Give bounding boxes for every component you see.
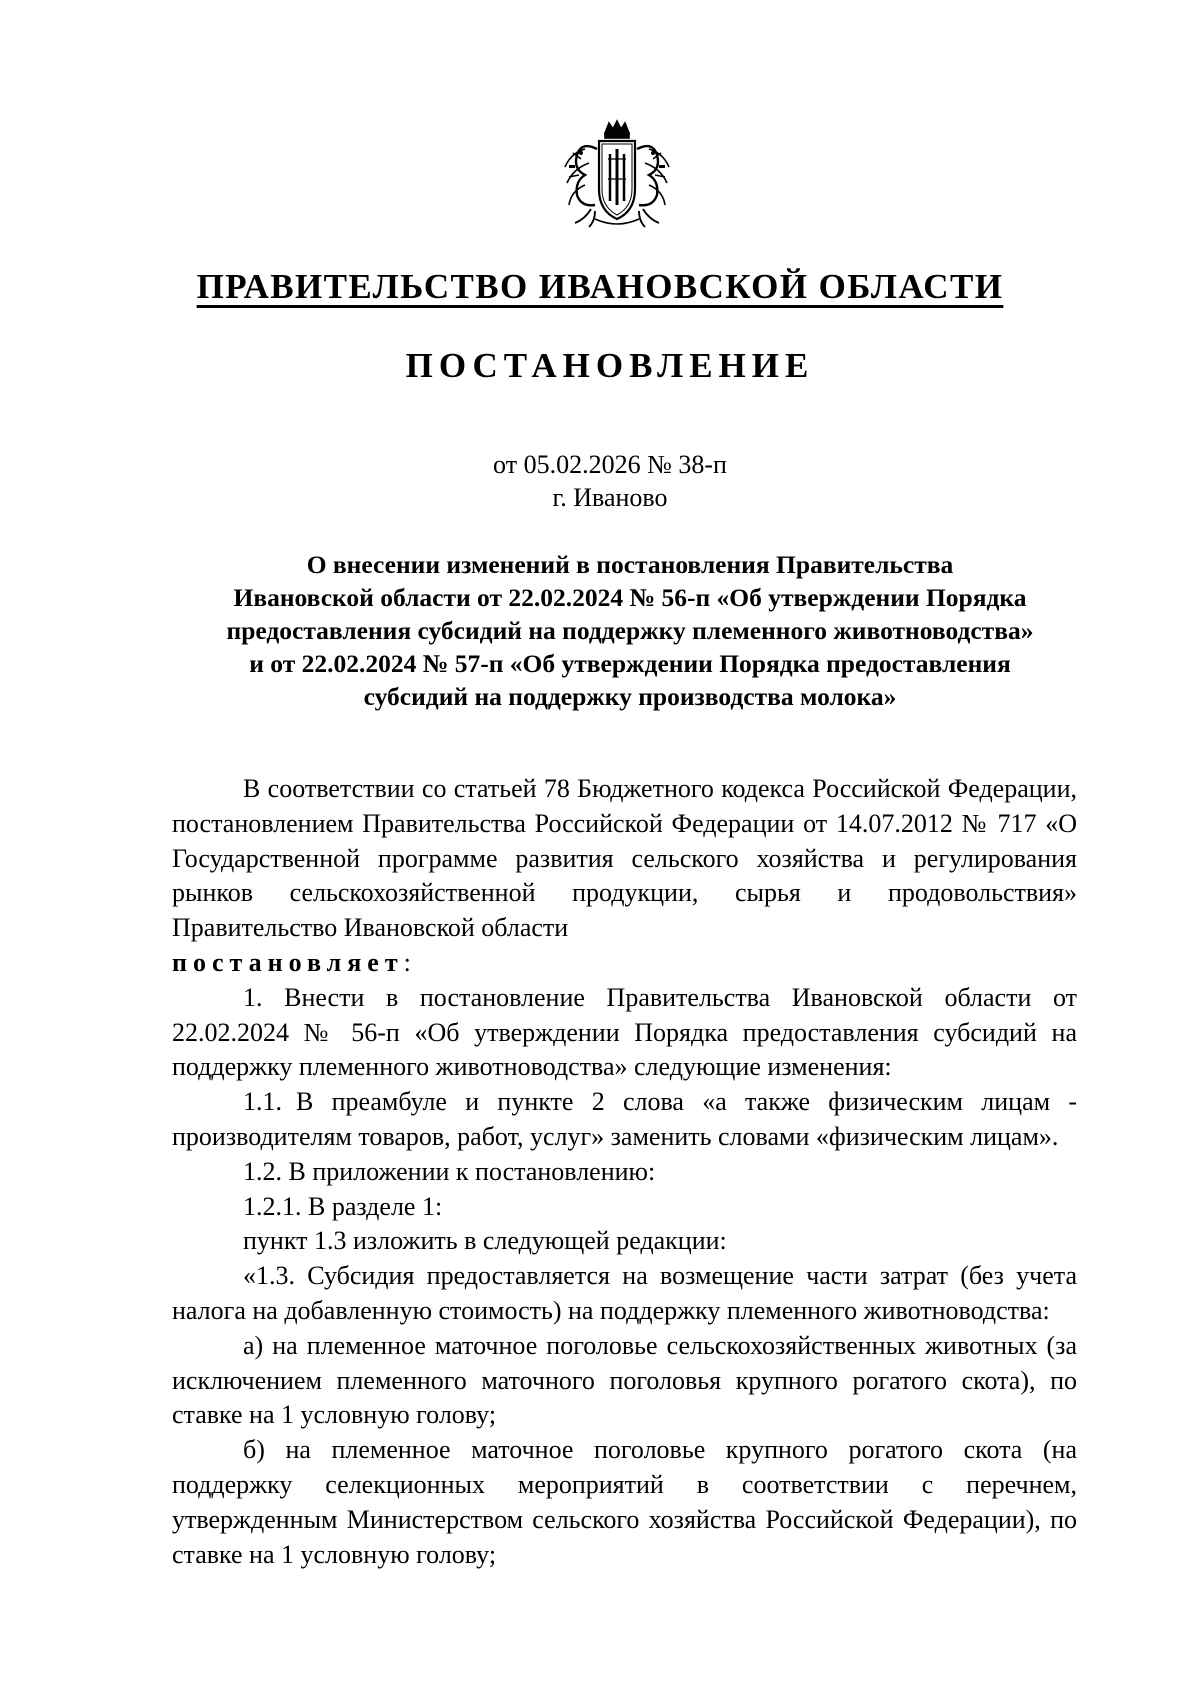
date-number: от 05.02.2026 № 38-п	[493, 450, 727, 479]
item-1-2: 1.2. В приложении к постановлению:	[243, 1156, 656, 1186]
document-body	[172, 772, 1077, 1572]
subject-line: и от 22.02.2024 № 57-п «Об утверждении Порядка предоставления	[249, 649, 1011, 678]
item-1-1-number: 1.1.	[243, 1087, 282, 1117]
item-1-2-1: 1.2.1. В разделе 1:	[243, 1191, 443, 1221]
subject-line: предоставления субсидий на поддержку племенного животноводства»	[226, 616, 1034, 645]
resolves-colon: :	[403, 947, 411, 977]
document-subject	[150, 548, 1110, 713]
document-meta	[0, 448, 1200, 514]
clause-1-3: «1.3. Субсидия предоставляется на возмещение части затрат (без учета налога на добавленную стоимость) на поддержку племенного животноводства:	[172, 1261, 1077, 1325]
item-1-1-text: В преамбуле и пункте 2 слова «а также физическим лицам - производителям товаров, работ, услуг» заменить словами «физическим лицам».	[172, 1087, 1077, 1151]
item-1: 1. Внести в постановление Правительства Ивановской области от 22.02.2024 № 56-п «Об утверждении Порядка предоставления субсидий на поддержку племенного животноводства» следующие изменения:	[172, 982, 1077, 1082]
item-1-1	[172, 1085, 1077, 1155]
subject-line: Ивановской области от 22.02.2024 № 56-п «Об утверждении Порядка	[233, 583, 1027, 612]
city: г. Иваново	[552, 483, 668, 512]
preamble-text: В соответствии со статьей 78 Бюджетного кодекса Российской Федерации, постановлением Правительства Российской Федерации от 14.07.2012 № 717 «О Государственной программе развития сельского хозяйства и регулирования рынков сельскохозяйственной продукции, сырья и продовольствия» Правительство Ивановской области	[172, 774, 1077, 943]
clause-intro: пункт 1.3 изложить в следующей редакции:	[243, 1226, 727, 1256]
organization-title-text: ПРАВИТЕЛЬСТВО ИВАНОВСКОЙ ОБЛАСТИ	[196, 267, 1004, 306]
clause-a: а) на племенное маточное поголовье сельскохозяйственных животных (за исключением племенного маточного поголовья крупного рогатого скота), по ставке на 1 условную голову;	[172, 1330, 1077, 1430]
subject-line: О внесении изменений в постановления Правительства	[306, 550, 954, 579]
clause-b: б) на племенное маточное поголовье крупного рогатого скота (на поддержку селекционных мероприятий в соответствии с перечнем, утвержденным Министерством сельского хозяйства Российской Федерации), по ставке на 1 условную голову;	[172, 1435, 1077, 1569]
document-type: ПОСТАНОВЛЕНИЕ	[405, 346, 815, 385]
preamble-paragraph	[172, 772, 1077, 946]
organization-title	[0, 265, 1200, 309]
resolves-word: постановляет	[172, 947, 404, 977]
subject-line: субсидий на поддержку производства молока»	[363, 682, 897, 711]
coat-of-arms-icon	[555, 119, 679, 231]
resolves-line	[172, 946, 1077, 981]
